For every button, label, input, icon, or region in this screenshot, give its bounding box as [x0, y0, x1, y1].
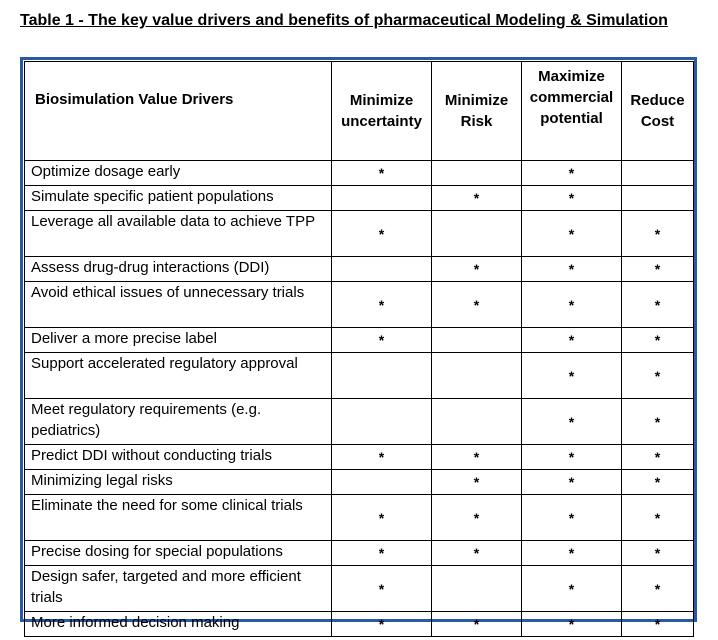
row-mark: * — [432, 257, 522, 282]
row-mark: * — [332, 566, 432, 612]
row-mark: * — [522, 495, 622, 541]
table-row — [25, 541, 694, 566]
header-line: Cost — [640, 113, 675, 130]
row-label: Deliver a more precise label — [25, 328, 332, 353]
header-row — [25, 62, 694, 161]
row-mark: * — [522, 445, 622, 470]
table-row — [25, 566, 694, 612]
header-line: Minimize — [349, 92, 414, 109]
header-line: Reduce — [630, 92, 685, 109]
row-mark — [622, 186, 694, 211]
table-row — [25, 282, 694, 328]
row-label: Design safer, targeted and more efficient trials — [25, 566, 332, 612]
row-mark — [432, 399, 522, 445]
row-label: Simulate specific patient populations — [25, 186, 332, 211]
table-row — [25, 211, 694, 257]
row-mark — [432, 328, 522, 353]
row-mark: * — [522, 399, 622, 445]
table-row — [25, 353, 694, 399]
row-mark — [432, 566, 522, 612]
row-mark: * — [622, 328, 694, 353]
row-mark: * — [332, 211, 432, 257]
row-label: More informed decision making — [25, 612, 332, 637]
row-mark: * — [332, 328, 432, 353]
row-mark: * — [522, 186, 622, 211]
table-caption: Table 1 - The key value drivers and benefits of pharmaceutical Modeling & Simulation — [20, 12, 668, 29]
row-label: Predict DDI without conducting trials — [25, 445, 332, 470]
header-line: Maximize — [538, 68, 605, 85]
row-mark — [332, 257, 432, 282]
row-mark: * — [622, 445, 694, 470]
row-mark: * — [522, 161, 622, 186]
header-line: commercial — [529, 89, 614, 106]
row-mark: * — [332, 612, 432, 637]
row-mark: * — [622, 211, 694, 257]
row-label: Support accelerated regulatory approval — [25, 353, 332, 399]
row-mark: * — [622, 566, 694, 612]
row-mark: * — [332, 445, 432, 470]
row-mark: * — [622, 470, 694, 495]
table-row — [25, 186, 694, 211]
header-drivers: Biosimulation Value Drivers — [25, 62, 332, 161]
row-mark: * — [522, 257, 622, 282]
row-mark: * — [432, 282, 522, 328]
table-row — [25, 328, 694, 353]
table-row — [25, 257, 694, 282]
table-row — [25, 399, 694, 445]
row-mark: * — [432, 541, 522, 566]
row-label: Precise dosing for special populations — [25, 541, 332, 566]
row-mark: * — [522, 566, 622, 612]
row-mark — [622, 161, 694, 186]
header-line: Minimize — [444, 92, 509, 109]
row-mark — [332, 399, 432, 445]
row-mark: * — [332, 282, 432, 328]
row-mark — [432, 161, 522, 186]
row-label: Avoid ethical issues of unnecessary trials — [25, 282, 332, 328]
row-mark: * — [332, 541, 432, 566]
row-mark: * — [622, 541, 694, 566]
row-mark: * — [622, 353, 694, 399]
header-line: Risk — [460, 113, 493, 130]
row-mark: * — [522, 353, 622, 399]
table-body — [25, 161, 694, 637]
header-maximize-commercial-potential — [522, 62, 622, 161]
row-mark: * — [432, 445, 522, 470]
row-mark — [432, 211, 522, 257]
row-mark: * — [622, 495, 694, 541]
value-drivers-table — [24, 61, 694, 637]
header-minimize-risk — [432, 62, 522, 161]
table-row — [25, 470, 694, 495]
table-row — [25, 161, 694, 186]
row-mark — [432, 353, 522, 399]
header-line: uncertainty — [341, 113, 422, 130]
row-label: Assess drug-drug interactions (DDI) — [25, 257, 332, 282]
row-mark: * — [332, 161, 432, 186]
row-label: Eliminate the need for some clinical trials — [25, 495, 332, 541]
row-mark: * — [622, 282, 694, 328]
table-row — [25, 495, 694, 541]
row-mark — [332, 470, 432, 495]
row-mark: * — [622, 612, 694, 637]
row-mark — [332, 186, 432, 211]
row-mark: * — [332, 495, 432, 541]
row-mark: * — [432, 186, 522, 211]
row-mark: * — [432, 470, 522, 495]
table-row — [25, 612, 694, 637]
row-mark: * — [522, 328, 622, 353]
header-minimize-uncertainty — [332, 62, 432, 161]
row-mark: * — [622, 257, 694, 282]
row-mark: * — [622, 399, 694, 445]
row-mark: * — [522, 282, 622, 328]
row-mark: * — [522, 211, 622, 257]
row-mark: * — [432, 612, 522, 637]
row-mark: * — [432, 495, 522, 541]
header-reduce-cost — [622, 62, 694, 161]
row-mark: * — [522, 541, 622, 566]
header-line: potential — [540, 110, 603, 127]
row-mark: * — [522, 470, 622, 495]
table-row — [25, 445, 694, 470]
row-label: Minimizing legal risks — [25, 470, 332, 495]
row-mark — [332, 353, 432, 399]
row-label: Leverage all available data to achieve TPP — [25, 211, 332, 257]
row-label: Meet regulatory requirements (e.g. pediatrics) — [25, 399, 332, 445]
row-mark: * — [522, 612, 622, 637]
row-label: Optimize dosage early — [25, 161, 332, 186]
